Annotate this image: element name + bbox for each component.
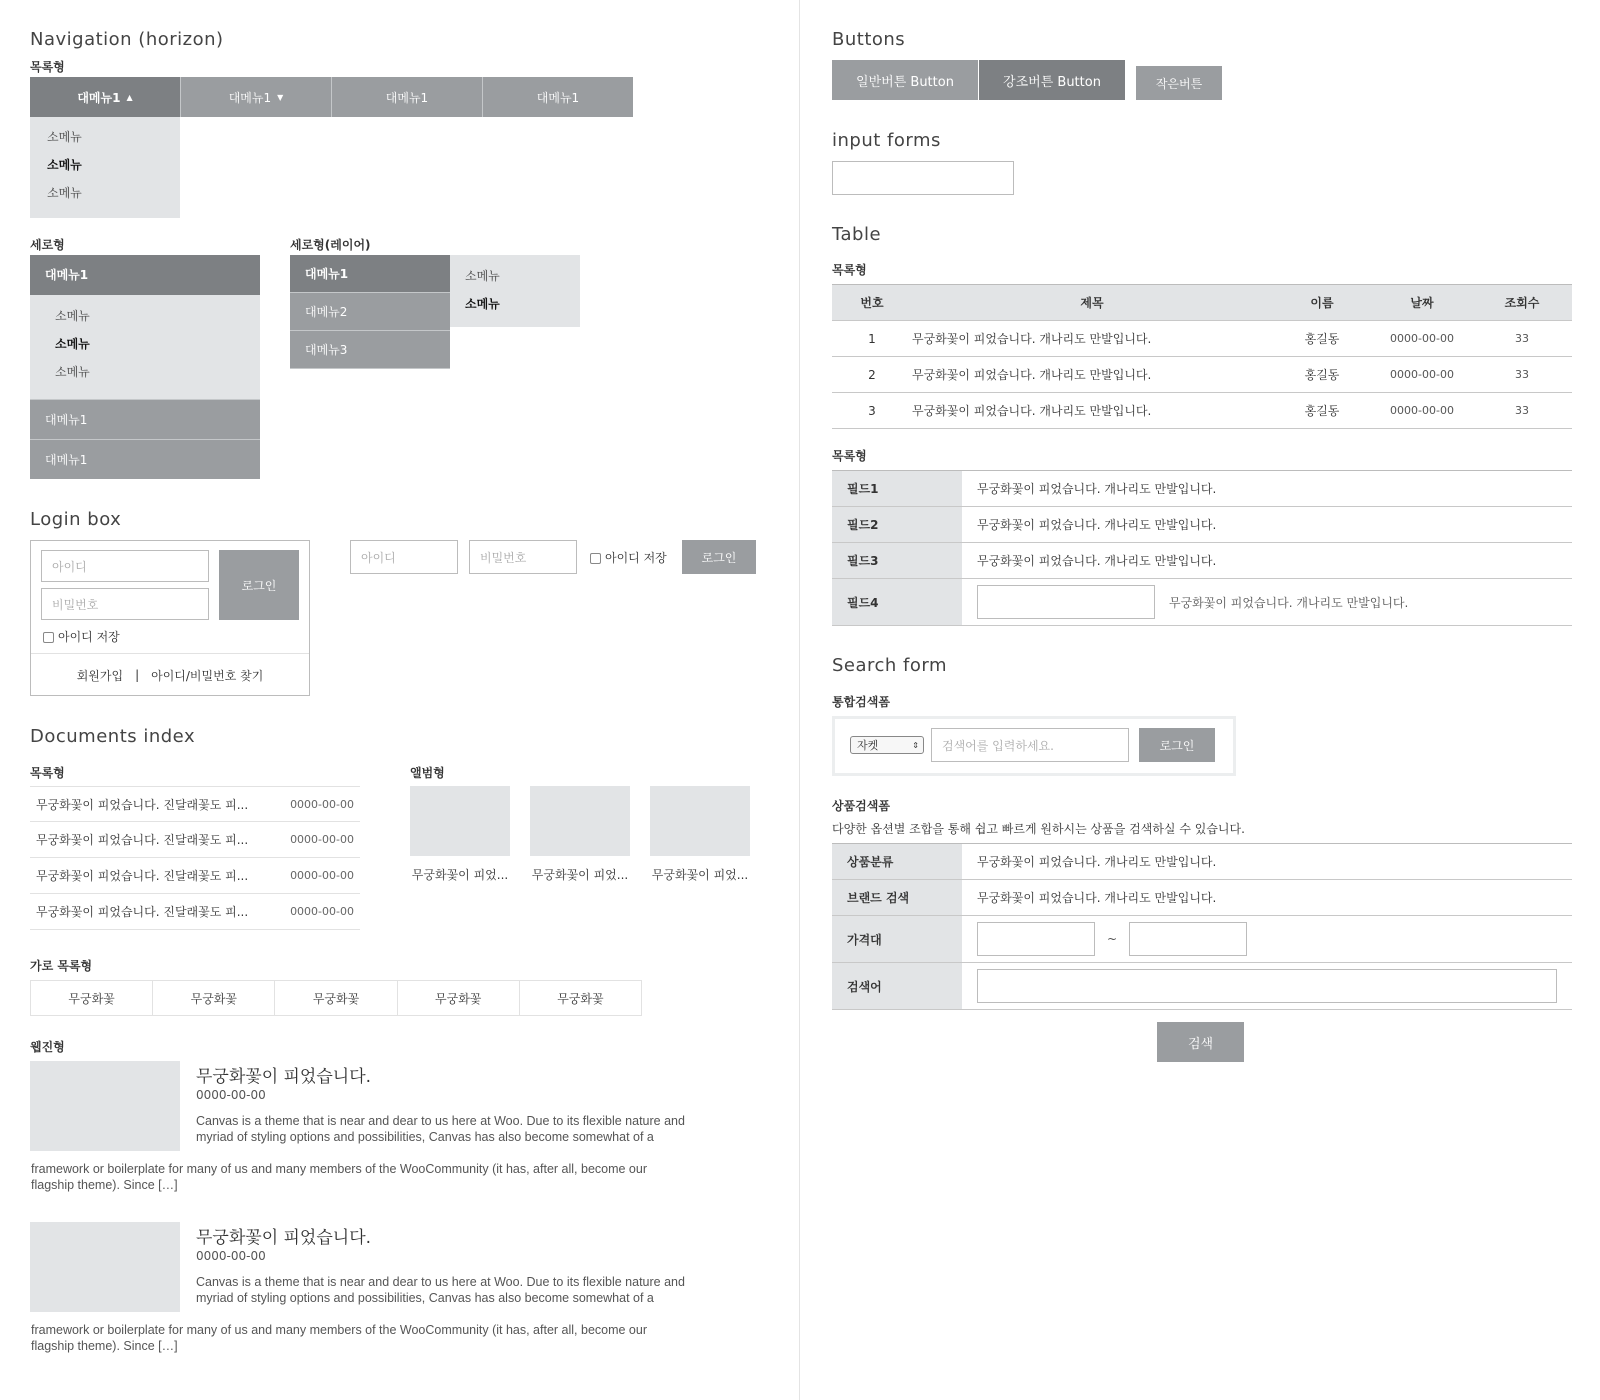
list-item[interactable]: 무궁화꽃이 피었습니다. 진달래꽃도 피... 0000-00-00 xyxy=(30,822,360,858)
vmenu-sub-item-active[interactable]: 소메뉴 xyxy=(55,337,90,351)
album-thumbnail xyxy=(530,786,630,856)
webzine-date: 0000-00-00 xyxy=(196,1249,266,1263)
save-id-checkbox[interactable]: 아이디 저장 xyxy=(43,628,120,645)
layer-menu xyxy=(290,255,450,369)
buttons-section-title: Buttons xyxy=(832,29,906,50)
column-divider xyxy=(799,0,800,1400)
search-input[interactable]: 검색어를 입력하세요. xyxy=(931,728,1129,762)
login-pw-input[interactable]: 비밀번호 xyxy=(41,588,209,620)
webzine-text: framework or boilerplate for many of us and many members of the WooCommunity (it has, after all, become our xyxy=(31,1162,647,1176)
webzine-text: myriad of styling options and possibilities, Canvas has also become somewhat of a xyxy=(196,1291,654,1305)
webzine-text: myriad of styling options and possibilities, Canvas has also become somewhat of a xyxy=(196,1130,654,1144)
inline-id-input[interactable]: 아이디 xyxy=(350,540,458,574)
field-row: 가격대 ~ xyxy=(832,916,1572,963)
docs-list xyxy=(30,786,360,930)
inline-save-id-checkbox[interactable]: 아이디 저장 xyxy=(590,549,667,566)
caret-up-icon: ▲ xyxy=(126,92,133,102)
vmenu-sub-item[interactable]: 소메뉴 xyxy=(55,365,90,379)
hnav-sub-item[interactable]: 소메뉴 xyxy=(47,130,82,144)
vmenu-item[interactable]: 대메뉴1 xyxy=(30,399,260,439)
product-search-table xyxy=(832,843,1572,1010)
album-label: 앨범형 xyxy=(410,766,445,780)
webzine-text: flagship theme). Since […] xyxy=(31,1339,178,1353)
webzine-text: Canvas is a theme that is near and dear to us here at Woo. Due to its flexible nature and xyxy=(196,1275,685,1289)
product-search-description: 다양한 옵션별 조합을 통해 쉽고 빠르게 원하시는 상품을 검색하실 수 있습니다. xyxy=(832,822,1245,836)
webzine-date: 0000-00-00 xyxy=(196,1088,266,1102)
webzine-title[interactable]: 무궁화꽃이 피었습니다. xyxy=(196,1067,372,1087)
hnav-item-2[interactable]: 대메뉴1 ▼ xyxy=(181,77,332,117)
normal-button[interactable]: 일반버튼 Button xyxy=(832,60,978,100)
docs-section-title: Documents index xyxy=(30,726,196,747)
vertical-menu xyxy=(30,255,260,479)
list-item[interactable]: 무궁화꽃이 피었습니다. 진달래꽃도 피... 0000-00-00 xyxy=(30,858,360,894)
table-section-title: Table xyxy=(832,224,882,245)
field-row: 상품분류 무궁화꽃이 피었습니다. 개나리도 만발입니다. xyxy=(832,844,1572,880)
docs-list-label: 목록형 xyxy=(30,766,65,780)
price-separator: ~ xyxy=(1107,932,1118,946)
vertical-label: 세로형 xyxy=(30,238,65,252)
list-item[interactable]: 무궁화꽃이 피었습니다. 진달래꽃도 피... 0000-00-00 xyxy=(30,894,360,930)
vmenu-submenu xyxy=(30,295,260,399)
field-row: 브랜드 검색 무궁화꽃이 피었습니다. 개나리도 만발입니다. xyxy=(832,880,1572,916)
search-submit-button[interactable]: 로그인 xyxy=(1139,728,1215,762)
album-item[interactable]: 무궁화꽃이 피었... xyxy=(530,786,630,883)
integrated-search-label: 통합검색폼 xyxy=(832,695,890,709)
search-section-title: Search form xyxy=(832,655,948,676)
webzine-label: 웹진형 xyxy=(30,1040,65,1054)
login-id-input[interactable]: 아이디 xyxy=(41,550,209,582)
category-select[interactable]: 자켓 ⇕ xyxy=(850,736,924,754)
layer-item-2[interactable]: 대메뉴2 xyxy=(290,293,450,331)
layer-item-1[interactable]: 대메뉴1 xyxy=(290,255,450,293)
table-row[interactable]: 2 무궁화꽃이 피었습니다. 개나리도 만발입니다. 홍길동 0000-00-00 33 xyxy=(832,357,1572,393)
webzine-text: framework or boilerplate for many of us and many members of the WooCommunity (it has, after all, become our xyxy=(31,1323,647,1337)
vmenu-top-item[interactable]: 대메뉴1 xyxy=(30,255,260,295)
vmenu-sub-item[interactable]: 소메뉴 xyxy=(55,309,90,323)
field-table xyxy=(832,470,1572,626)
webzine-title[interactable]: 무궁화꽃이 피었습니다. xyxy=(196,1228,372,1248)
login-footer xyxy=(31,653,309,696)
field-table-label: 목록형 xyxy=(832,449,867,463)
horizontal-list xyxy=(30,980,642,1016)
login-button[interactable]: 로그인 xyxy=(219,550,299,620)
table-row[interactable]: 3 무궁화꽃이 피었습니다. 개나리도 만발입니다. 홍길동 0000-00-00 33 xyxy=(832,393,1572,429)
field-row: 필드3 무궁화꽃이 피었습니다. 개나리도 만발입니다. xyxy=(832,543,1572,579)
webzine-thumbnail[interactable] xyxy=(30,1222,180,1312)
find-account-link[interactable]: 아이디/비밀번호 찾기 xyxy=(151,668,264,683)
data-table xyxy=(832,284,1572,429)
horizontal-nav xyxy=(30,77,633,117)
horizontal-list-item[interactable]: 무궁화꽃 xyxy=(31,981,153,1015)
checkbox-icon xyxy=(590,553,601,564)
horizontal-list-item[interactable]: 무궁화꽃 xyxy=(275,981,397,1015)
inline-pw-input[interactable]: 비밀번호 xyxy=(469,540,577,574)
layer-label: 세로형(레이어) xyxy=(290,238,371,252)
table-list-label: 목록형 xyxy=(832,263,867,277)
hnav-item-1[interactable]: 대메뉴1 ▲ xyxy=(30,77,181,117)
field-row: 필드2 무궁화꽃이 피었습니다. 개나리도 만발입니다. xyxy=(832,507,1572,543)
field-row: 검색어 xyxy=(832,963,1572,1010)
nav-list-label: 목록형 xyxy=(30,60,65,74)
login-box xyxy=(30,540,310,696)
strong-button[interactable]: 강조버튼 Button xyxy=(979,60,1125,100)
checkbox-icon xyxy=(43,632,54,643)
table-row[interactable]: 1 무궁화꽃이 피었습니다. 개나리도 만발입니다. 홍길동 0000-00-00 33 xyxy=(832,321,1572,357)
login-section-title: Login box xyxy=(30,509,122,530)
album-thumbnail xyxy=(410,786,510,856)
vmenu-item[interactable]: 대메뉴1 xyxy=(30,439,260,479)
search-button[interactable]: 검색 xyxy=(1157,1022,1244,1062)
horizontal-list-item[interactable]: 무궁화꽃 xyxy=(153,981,275,1015)
hnav-sub-item[interactable]: 소메뉴 xyxy=(47,186,82,200)
list-item[interactable]: 무궁화꽃이 피었습니다. 진달래꽃도 피... 0000-00-00 xyxy=(30,786,360,822)
album-item[interactable]: 무궁화꽃이 피었... xyxy=(650,786,750,883)
select-arrows-icon: ⇕ xyxy=(912,740,919,750)
product-search-label: 상품검색폼 xyxy=(832,799,890,813)
small-button[interactable]: 작은버튼 xyxy=(1136,66,1222,100)
keyword-input[interactable] xyxy=(977,969,1557,1003)
webzine-text: flagship theme). Since […] xyxy=(31,1178,178,1192)
hnav-item-3[interactable]: 대메뉴1 xyxy=(332,77,483,117)
text-input[interactable] xyxy=(832,161,1014,195)
price-max-input[interactable] xyxy=(1129,922,1247,956)
horizontal-list-item[interactable]: 무궁화꽃 xyxy=(557,991,604,1006)
integrated-search-box xyxy=(832,716,1236,776)
forms-section-title: input forms xyxy=(832,130,941,151)
caret-down-icon: ▼ xyxy=(277,92,284,102)
layer-item-3[interactable]: 대메뉴3 xyxy=(290,331,450,369)
webzine-text: Canvas is a theme that is near and dear to us here at Woo. Due to its flexible nature and xyxy=(196,1114,685,1128)
field-row: 필드4 무궁화꽃이 피었습니다. 개나리도 만발입니다. xyxy=(832,579,1572,626)
signup-link[interactable]: 회원가입 xyxy=(76,668,124,683)
layer-sub-item-active[interactable]: 소메뉴 xyxy=(465,297,500,311)
field-row: 필드1 무궁화꽃이 피었습니다. 개나리도 만발입니다. xyxy=(832,471,1572,507)
hnav-item-4[interactable]: 대메뉴1 xyxy=(483,77,633,117)
album-thumbnail xyxy=(650,786,750,856)
inline-login-button[interactable]: 로그인 xyxy=(682,540,756,574)
nav-section-title: Navigation (horizon) xyxy=(30,29,224,50)
table-header: 번호 제목 이름 날짜 조회수 xyxy=(832,285,1572,321)
hnav-submenu xyxy=(30,117,180,218)
field-input[interactable] xyxy=(977,585,1155,619)
horizontal-list-label: 가로 목록형 xyxy=(30,959,93,973)
link-separator: | xyxy=(135,668,140,682)
webzine-thumbnail[interactable] xyxy=(30,1061,180,1151)
horizontal-list-item[interactable]: 무궁화꽃 xyxy=(398,981,520,1015)
layer-submenu xyxy=(450,255,580,327)
hnav-sub-item-active[interactable]: 소메뉴 xyxy=(47,158,82,172)
layer-sub-item[interactable]: 소메뉴 xyxy=(465,269,500,283)
price-min-input[interactable] xyxy=(977,922,1095,956)
album-item[interactable]: 무궁화꽃이 피었... xyxy=(410,786,510,883)
